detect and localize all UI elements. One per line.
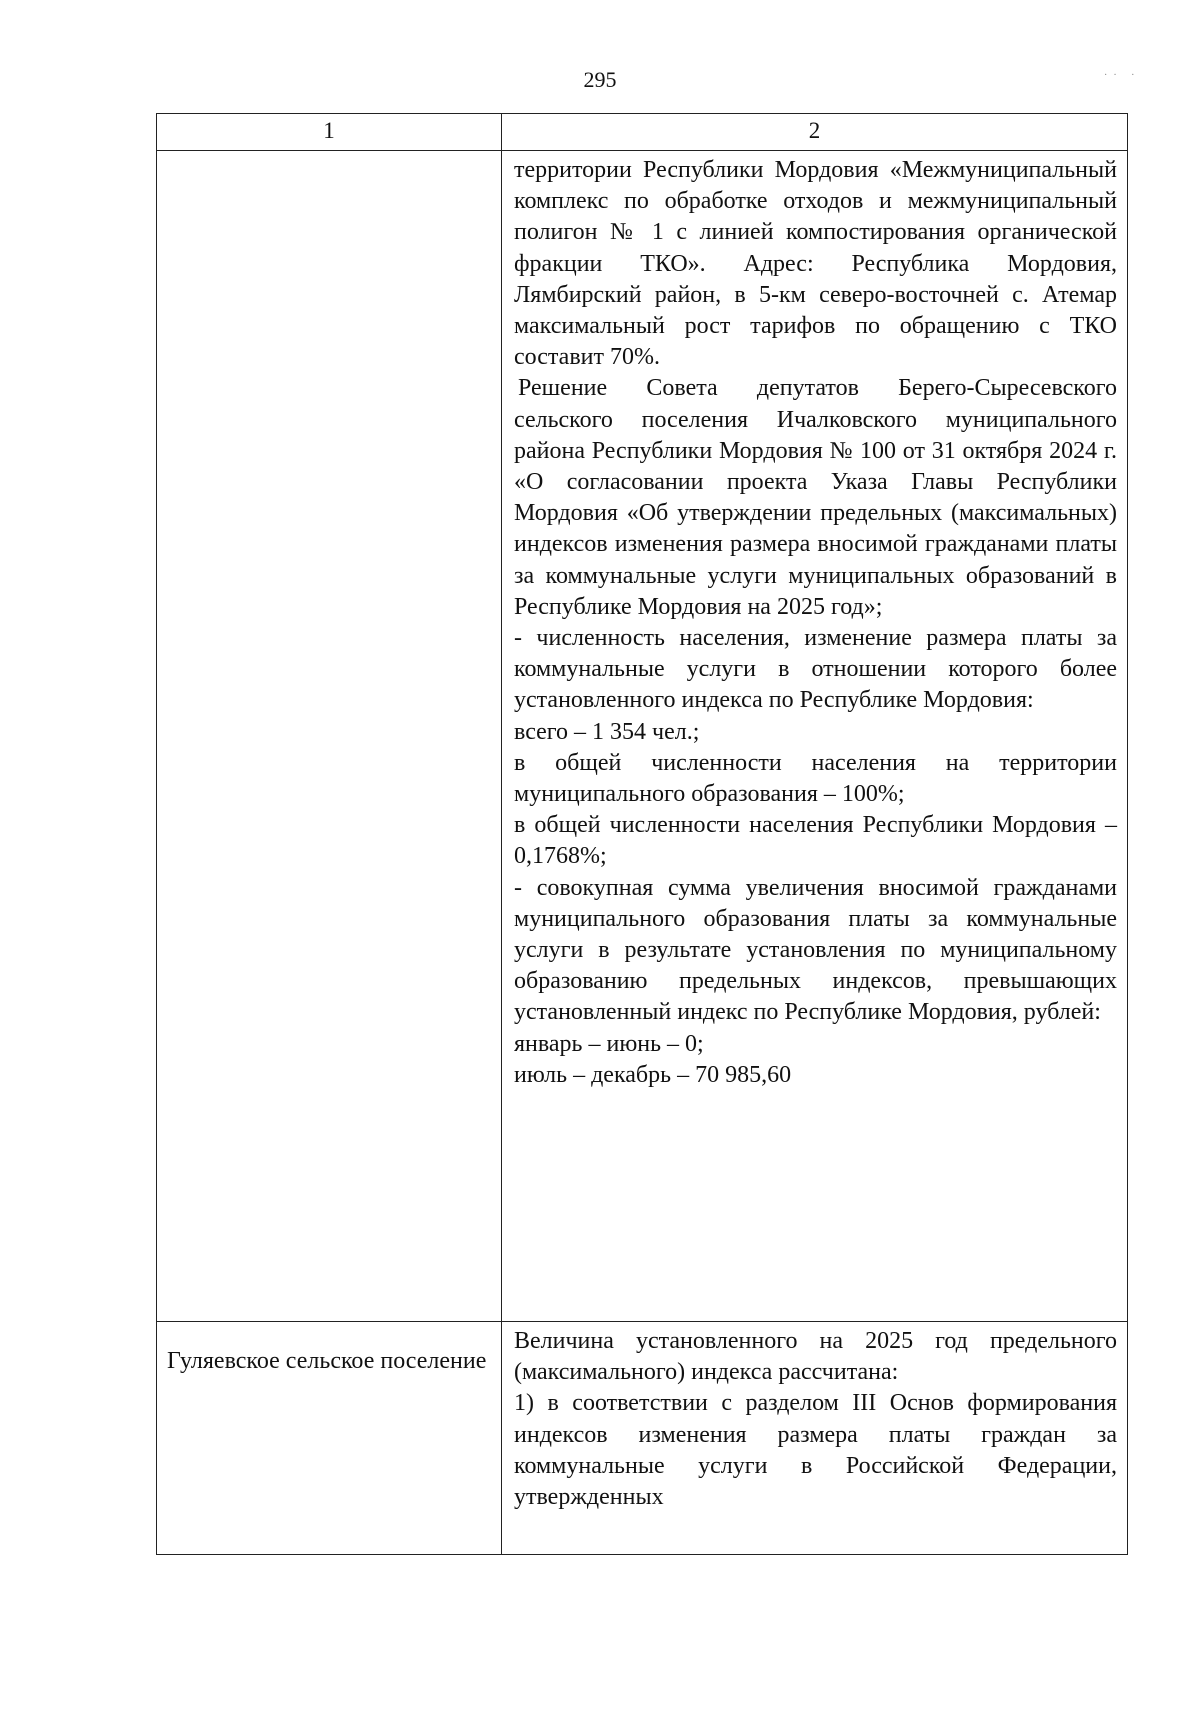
paragraph: - численность населения, изменение размера платы за коммунальные услуги в отношении которого более установленного индекса по Республике Мордовия: (514, 625, 1117, 714)
settlement-name: Гуляевское сельское поселение (167, 1348, 487, 1374)
row-left-cell (157, 1322, 502, 1555)
column-header-1: 1 (157, 114, 502, 151)
paragraph: июль – декабрь – 70 985,60 (514, 1061, 792, 1088)
paragraph: всего – 1 354 чел.; (514, 718, 700, 745)
row-right-text (502, 151, 1127, 1093)
column-header-2: 2 (502, 114, 1128, 151)
table-header-row (157, 114, 1128, 151)
table-row (157, 151, 1128, 1322)
row-right-cell (502, 1322, 1128, 1555)
paragraph: территории Республики Мордовия «Межмуниципальный комплекс по обработке отходов и межмуниципальный полигон № 1 с линией компостирования органической фракции ТКО». Адрес: Республика Мордовия, Лямбирский район, в 5-км северо-восточней с. Атемар максимальный рост тарифов по обращению с ТКО составит 70%. (514, 157, 1117, 371)
row-right-text (502, 1322, 1127, 1515)
page-number: 295 (583, 67, 617, 92)
document-table (156, 113, 1128, 1555)
paragraph: Решение Совета депутатов Берего-Сыресевского сельского поселения Ичалковского муниципального района Республики Мордовия № 100 от 31 октября 2024 г. «О согласовании проекта Указа Главы Республики Мордовия «Об утверждении предельных (максимальных) индексов изменения размера вносимой гражданами платы за коммунальные услуги муниципальных образований в Республике Мордовия на 2025 год»; (514, 375, 1117, 620)
paragraph: январь – июнь – 0; (514, 1030, 704, 1057)
paragraph: Величина установленного на 2025 год предельного (максимального) индекса рассчитана: (514, 1328, 1117, 1386)
paragraph: - совокупная сумма увеличения вносимой гражданами муниципального образования платы за коммунальные услуги в результате установления по муниципальному образованию предельных индексов, превышающих установленный индекс по Республике Мордовия, рублей: (514, 874, 1117, 1026)
table-row (157, 1322, 1128, 1555)
row-right-cell (502, 151, 1128, 1322)
row-left-text (157, 151, 501, 175)
paragraph: в общей численности населения на территории муниципального образования – 100%; (514, 749, 1117, 808)
row-left-cell (157, 151, 502, 1322)
paragraph: в общей численности населения Республики Мордовия – 0,1768%; (514, 812, 1117, 870)
paragraph: 1) в соответствии с разделом III Основ формирования индексов изменения размера платы граждан за коммунальные услуги в Российской Федерации, утвержденных (514, 1390, 1117, 1511)
scan-specks: ·· · (1104, 70, 1141, 81)
